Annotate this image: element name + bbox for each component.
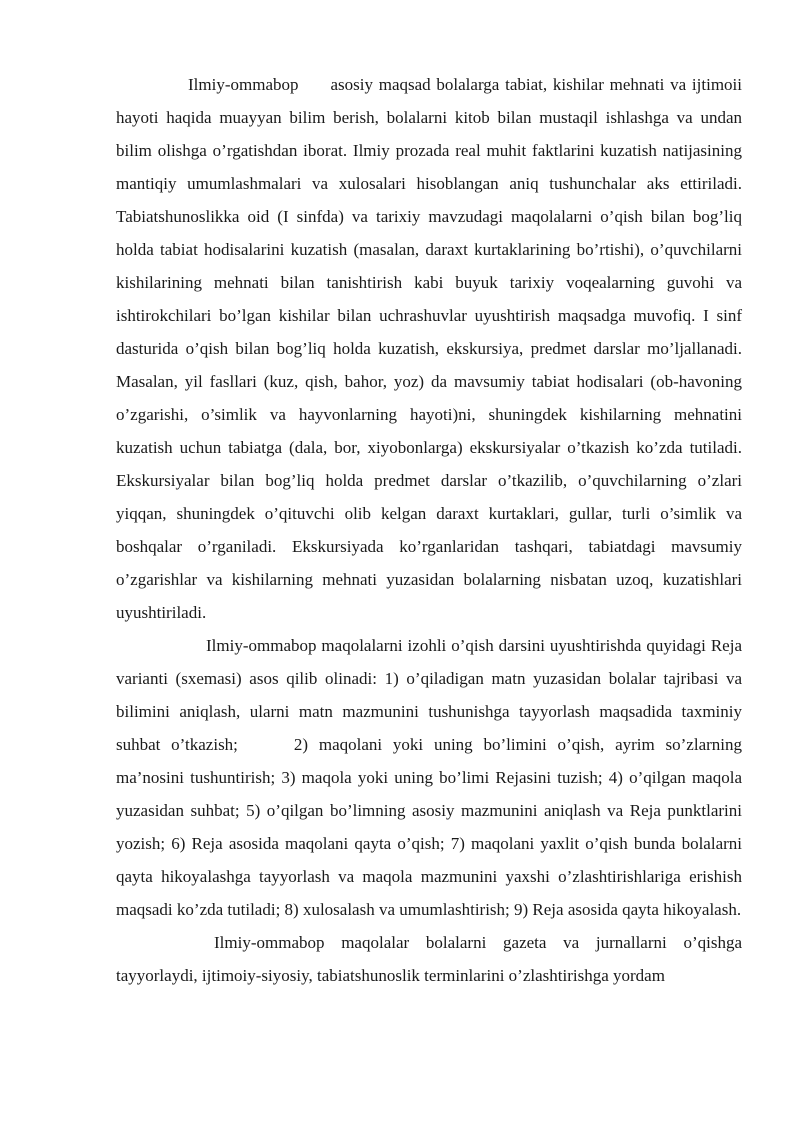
paragraph-2 <box>116 629 742 926</box>
paragraph-2-text-before: Ilmiy-ommabop maqolalarni izohli o’qish darsini uyushtirishda quyidagi Reja varianti (sxemasi) asos qilib olinadi: 1) o’qiladigan matn yuzasidan bolalar tajribasi va bilimini aniqlash, ularni matn mazmunini tushunishga tayyorlash maqsadida taxminiy suhbat o’tkazish; <box>116 636 742 754</box>
document-page <box>116 68 742 992</box>
paragraph-1-lead: Ilmiy-ommabop <box>188 75 299 94</box>
paragraph-1-text: asosiy maqsad bolalarga tabiat, kishilar mehnati va ijtimoii hayoti haqida muayyan bilim berish, bolalarni kitob bilan mustaqil ishlashga va undan bilim olishga o’rgatishdan iborat. Ilmiy prozada real muhit faktlarini kuzatish natijasining mantiqiy umumlashmalari va xulosalari hisoblangan aniq tushunchalar aks ettiriladi. Tabiatshunoslikka oid (I sinfda) va tarixiy mavzudagi maqolalarni o’qish bilan bog’liq holda tabiat hodisalarini kuzatish (masalan, daraxt kurtaklarining bo’rtishi), o’quvchilarni kishilarining mehnati bilan tanishtirish kabi buyuk tarixiy voqealarning guvohi va ishtirokchilari bo’lgan kishilar bilan uchrashuvlar uyushtirish maqsadga muvofiq. I sinf dasturida o’qish bilan bog’liq holda kuzatish, ekskursiya, predmet darslar mo’ljallanadi. Masalan, yil fasllari (kuz, qish, bahor, yoz) da mavsumiy tabiat hodisalari (ob-havoning o’zgarishi, o’simlik va hayvonlarning hayoti)ni, shuningdek kishilarning mehnatini kuzatish uchun tabiatga (dala, bor, xiyobonlarga) ekskursiyalar o’tkazish ko’zda tutiladi. Ekskursiyalar bilan bog’liq holda predmet darslar o’tkazilib, o’quvchilarning o’zlari yiqqan, shuningdek o’qituvchi olib kelgan daraxt kurtaklari, gullar, turli o’simlik va boshqalar o’rganiladi. Ekskursiyada ko’rganlaridan tashqari, tabiatdagi mavsumiy o’zgarishlar va kishilarning mehnati yuzasidan bolalarning nisbatan uzoq, kuzatishlari uyushtiriladi. <box>116 75 742 622</box>
paragraph-1 <box>116 68 742 629</box>
paragraph-2-text-after: 2) maqolani yoki uning bo’limini o’qish, ayrim so’zlarning ma’nosini tushuntirish; 3) maqola yoki uning bo’limi Rejasini tuzish; 4) o’qilgan maqola yuzasidan suhbat; 5) o’qilgan bo’limning asosiy mazmunini aniqlash va Reja punktlarini yozish; 6) Reja asosida maqolani qayta o’qish; 7) maqolani yaxlit o’qish bunda bolalarni qayta hikoyalashga tayyorlash va maqola mazmunini yaxshi o’zlashtirishlariga erishish maqsadi ko’zda tutiladi; 8) xulosalash va umumlashtirish; 9) Reja asosida qayta hikoyalash. <box>116 735 742 919</box>
paragraph-3-text: Ilmiy-ommabop maqolalar bolalarni gazeta va jurnallarni o’qishga tayyorlaydi, ijtimoiy-siyosiy, tabiatshunoslik terminlarini o’zlashtirishga yordam <box>116 933 742 985</box>
paragraph-3 <box>116 926 742 992</box>
